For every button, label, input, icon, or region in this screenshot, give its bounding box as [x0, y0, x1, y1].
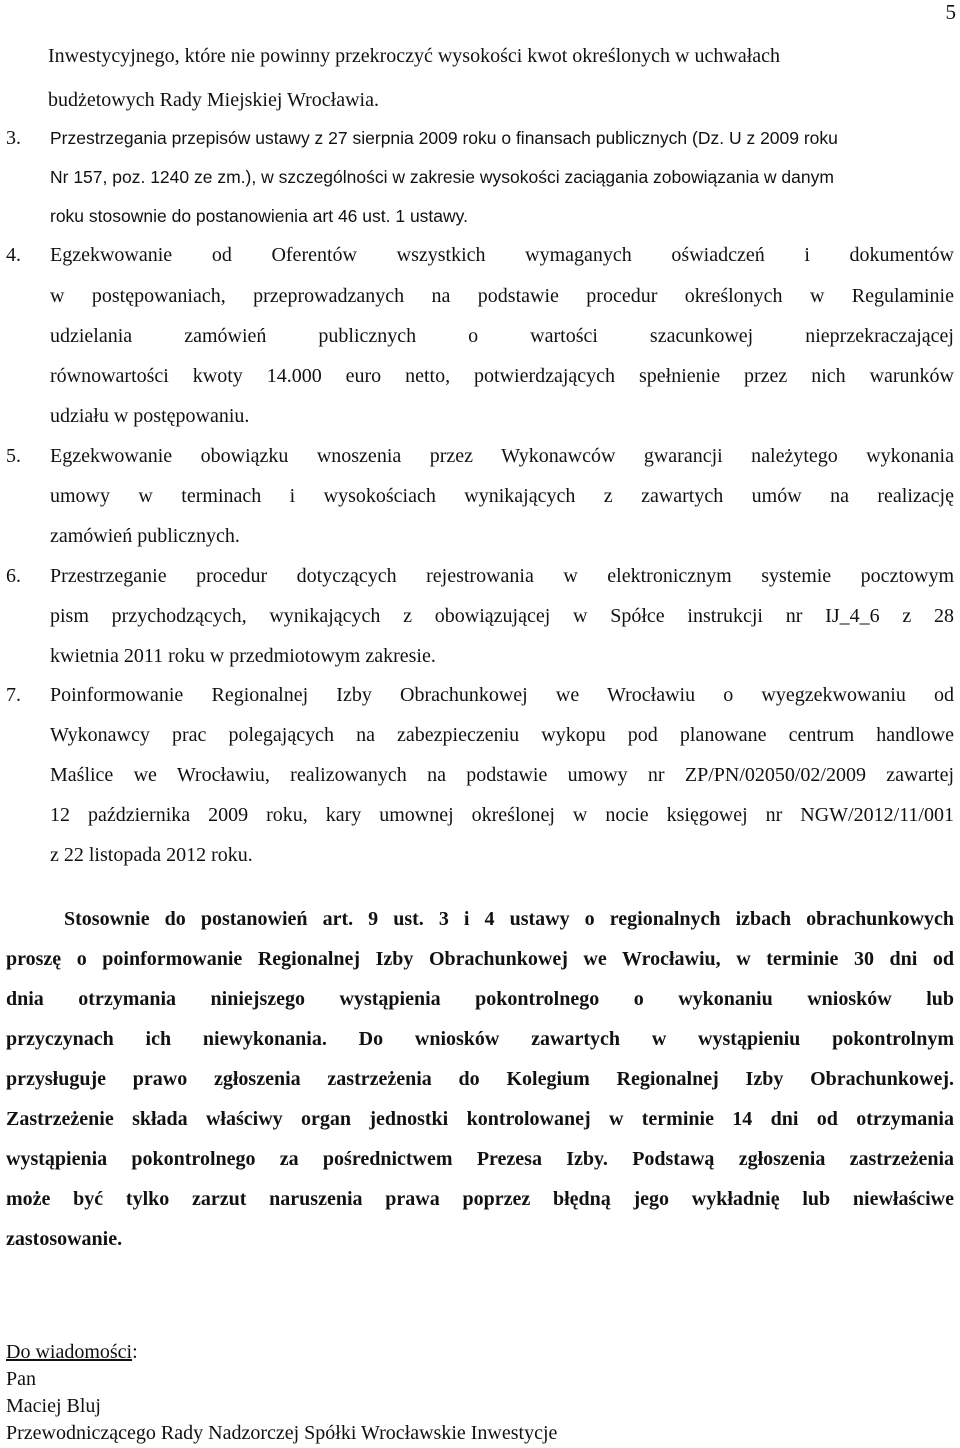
conclusion-line: proszę o poinformowanie Regionalnej Izby Obrachunkowej we Wrocławiu, w terminie 30 dni od [6, 948, 954, 970]
list-item-line: Egzekwowanie obowiązku wnoszenia przez Wykonawców gwarancji należytego wykonania [50, 445, 954, 467]
list-item-line: roku stosownie do postanowienia art 46 ust. 1 ustawy. [50, 206, 468, 226]
list-item-number: 3. [6, 127, 21, 149]
intro-line: Inwestycyjnego, które nie powinny przekroczyć wysokości kwot określonych w uchwałach [48, 45, 781, 67]
list-item-line: Nr 157, poz. 1240 ze zm.), w szczególności w zakresie wysokości zaciągania zobowiązania w danym [50, 167, 834, 187]
conclusion-line: może być tylko zarzut naruszenia prawa poprzez błędną jego wykładnię lub niewłaściwe [6, 1188, 954, 1210]
list-item-line: Przestrzeganie procedur dotyczących rejestrowania w elektronicznym systemie pocztowym [50, 565, 954, 587]
recipients-heading [6, 1340, 138, 1364]
conclusion-line: dnia otrzymania niniejszego wystąpienia pokontrolnego o wykonaniu wniosków lub [6, 988, 954, 1010]
list-item-line: udziału w postępowaniu. [50, 405, 250, 427]
recipients-heading-colon: : [132, 1341, 138, 1363]
list-item-line: 12 października 2009 roku, kary umownej określonej w nocie księgowej nr NGW/2012/11/001 [50, 804, 954, 826]
list-item-line: Maślice we Wrocławiu, realizowanych na podstawie umowy nr ZP/PN/02050/02/2009 zawartej [50, 764, 954, 786]
conclusion-line: Stosownie do postanowień art. 9 ust. 3 i 4 ustawy o regionalnych izbach obrachunkowych [64, 908, 954, 930]
recipients-heading-text: Do wiadomości [6, 1341, 133, 1363]
list-item-line: zamówień publicznych. [50, 525, 240, 547]
recipient-line: Przewodniczącego Rady Nadzorczej Spółki Wrocławskie Inwestycje [6, 1422, 558, 1444]
list-item-number: 5. [6, 445, 21, 467]
list-item-number: 7. [6, 684, 21, 706]
conclusion-line: wystąpienia pokontrolnego za pośrednictwem Prezesa Izby. Podstawą zgłoszenia zastrzeżenia [6, 1148, 954, 1170]
conclusion-line: zastosowanie. [6, 1228, 123, 1250]
conclusion-line: przysługuje prawo zgłoszenia zastrzeżenia do Kolegium Regionalnej Izby Obrachunkowej. [6, 1068, 954, 1090]
list-item-line: Przestrzegania przepisów ustawy z 27 sierpnia 2009 roku o finansach publicznych (Dz. U z 2009 roku [50, 128, 838, 148]
recipient-line: Pan [6, 1368, 36, 1390]
list-item-line: Poinformowanie Regionalnej Izby Obrachunkowej we Wrocławiu o wyegzekwowaniu od [50, 684, 954, 706]
list-item-number: 4. [6, 244, 21, 266]
list-item-line: równowartości kwoty 14.000 euro netto, potwierdzających spełnienie przez nich warunków [50, 365, 954, 387]
list-item-line: pism przychodzących, wynikających z obowiązującej w Spółce instrukcji nr IJ_4_6 z 28 [50, 605, 954, 627]
page-number: 5 [945, 0, 956, 24]
recipient-line: Maciej Bluj [6, 1395, 101, 1417]
list-item-line: kwietnia 2011 roku w przedmiotowym zakresie. [50, 645, 436, 667]
list-item-line: z 22 listopada 2012 roku. [50, 844, 253, 866]
intro-line: budżetowych Rady Miejskiej Wrocławia. [48, 89, 379, 111]
list-item-line: umowy w terminach i wysokościach wynikających z zawartych umów na realizację [50, 485, 954, 507]
list-item-line: udzielania zamówień publicznych o wartości szacunkowej nieprzekraczającej [50, 325, 954, 347]
list-item-line: Wykonawcy prac polegających na zabezpieczeniu wykopu pod planowane centrum handlowe [50, 724, 954, 746]
conclusion-line: przyczynach ich niewykonania. Do wniosków zawartych w wystąpieniu pokontrolnym [6, 1028, 954, 1050]
list-item-line: Egzekwowanie od Oferentów wszystkich wymaganych oświadczeń i dokumentów [50, 244, 954, 266]
conclusion-line: Zastrzeżenie składa właściwy organ jednostki kontrolowanej w terminie 14 dni od otrzymania [6, 1108, 954, 1130]
list-item-number: 6. [6, 565, 21, 587]
list-item-line: w postępowaniach, przeprowadzanych na podstawie procedur określonych w Regulaminie [50, 285, 954, 307]
